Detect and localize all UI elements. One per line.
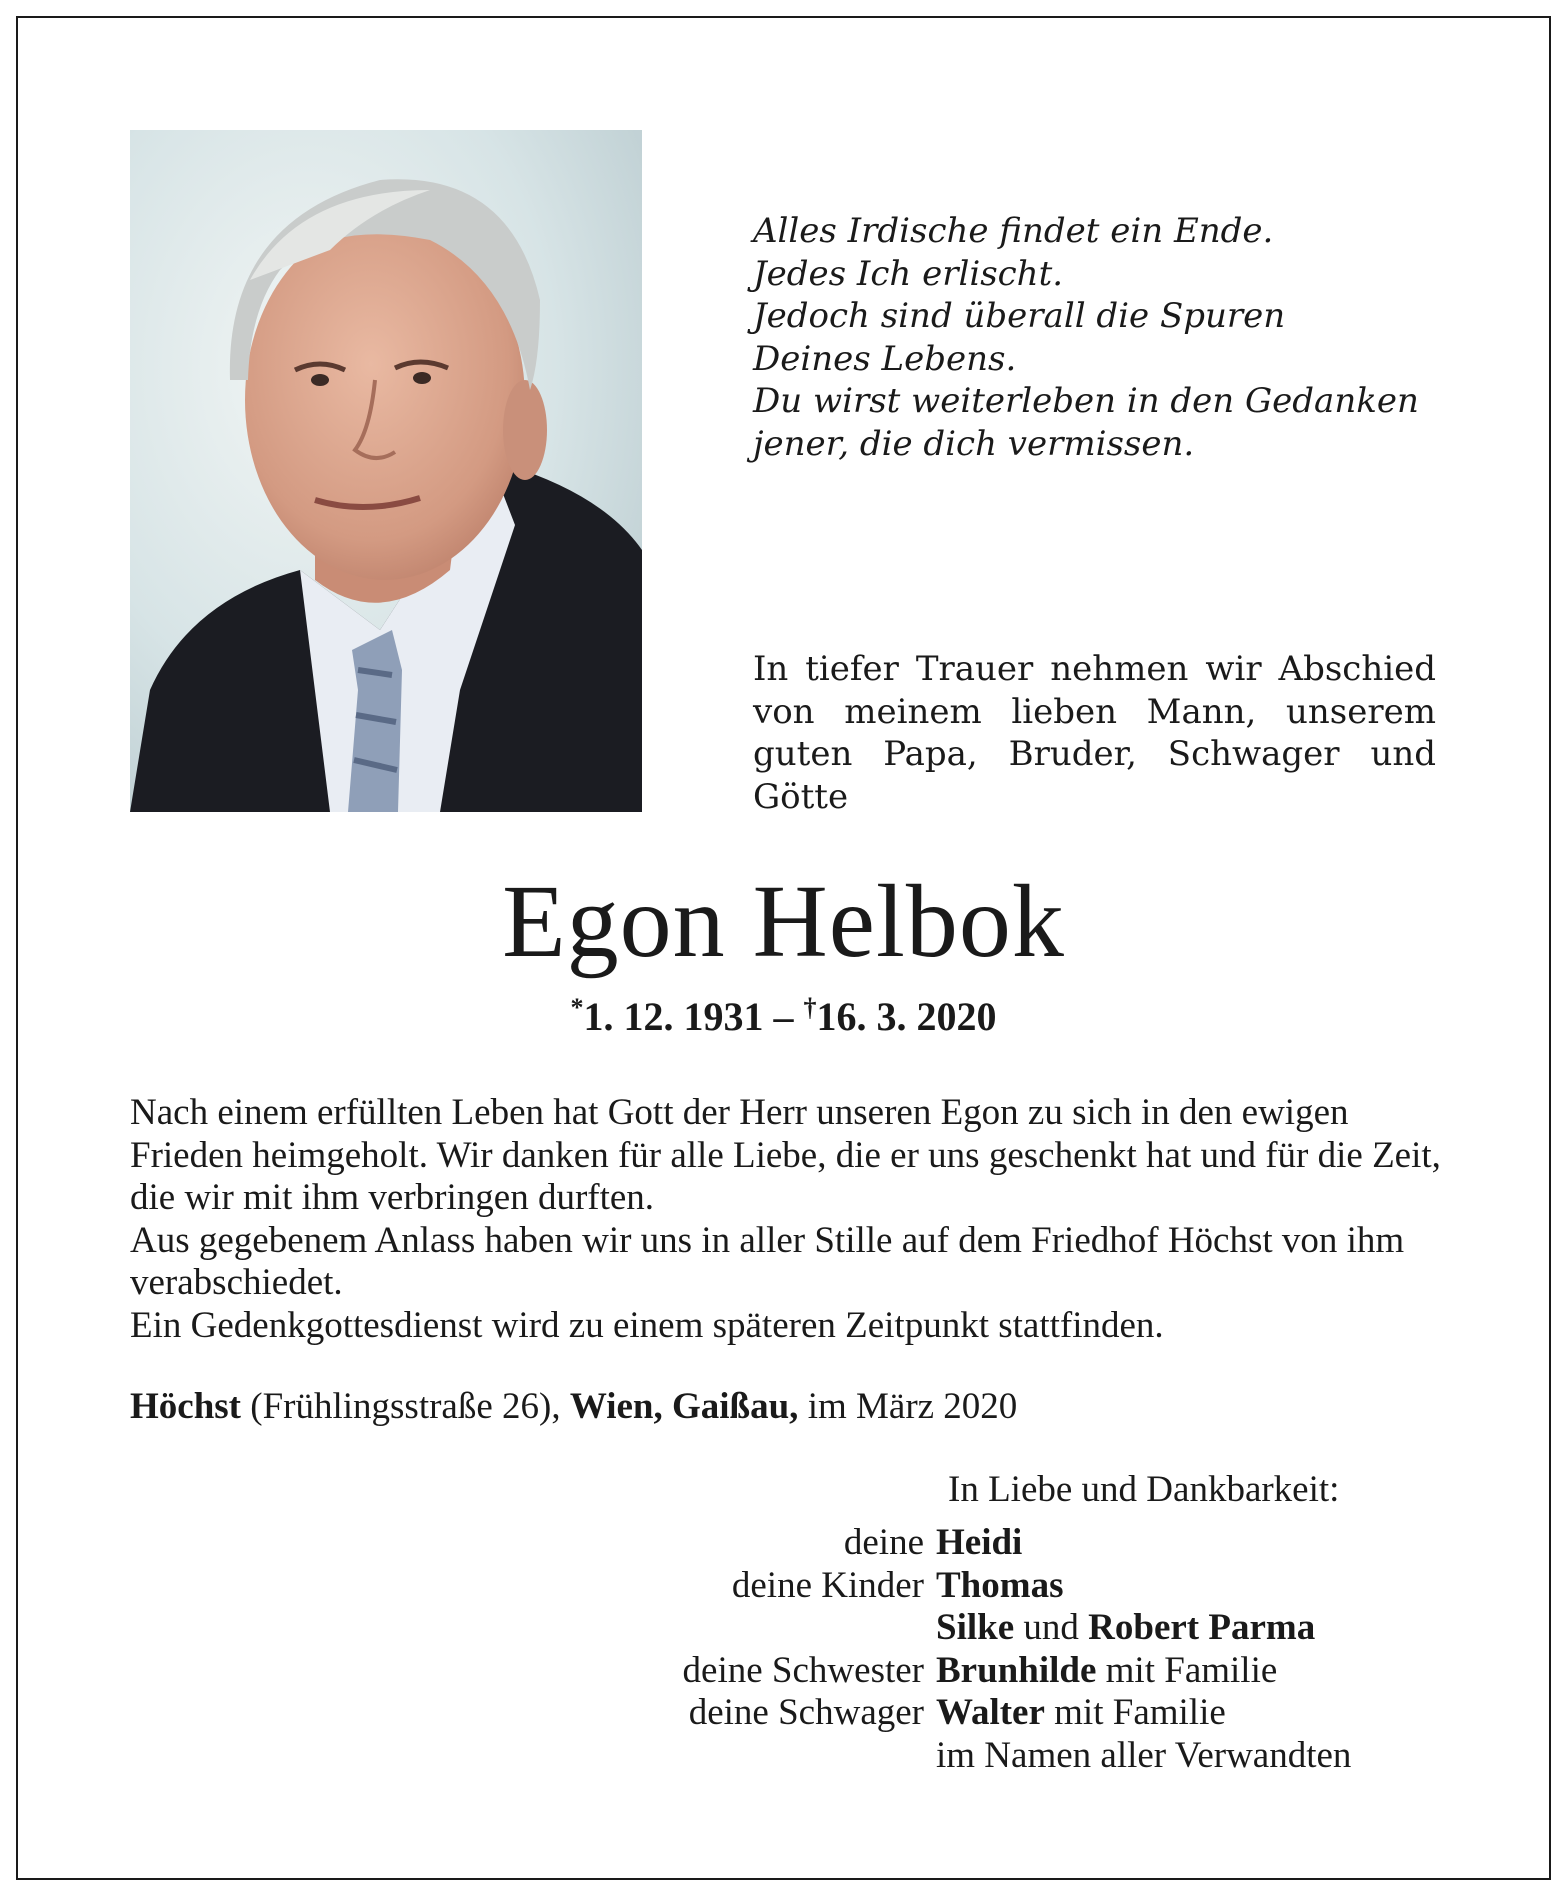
signer-role: deine Kinder [731, 1564, 924, 1606]
deceased-name: Egon Helbok [502, 864, 1065, 979]
signer-name: Brunhilde [936, 1649, 1097, 1691]
signer-name: Silke [936, 1607, 1015, 1648]
birth-date: 1. 12. 1931 [583, 994, 764, 1039]
place-other-towns: Wien, Gaißau, [569, 1386, 799, 1427]
signer-role: deine Schwester [682, 1649, 924, 1691]
signer-row [130, 1565, 1450, 1608]
poem-line: Deines Lebens. [753, 338, 1017, 379]
place-town: Höchst [130, 1386, 241, 1427]
birth-symbol: * [570, 993, 584, 1022]
signer-name: Thomas [936, 1564, 1064, 1606]
signer-row [130, 1735, 1450, 1778]
death-symbol: † [803, 993, 817, 1022]
signer-role [130, 1735, 936, 1778]
death-date: 16. 3. 2020 [816, 994, 997, 1039]
signer-name: Heidi [936, 1522, 1023, 1563]
body-paragraph: Nach einem erfüllten Leben hat Gott der Herr unseren Egon zu sich in den ewigen Frieden heimgeholt. Wir danken für alle Liebe, die er uns geschenkt hat und für die Zeit, die wir mit ihm verbringen durften. [130, 1092, 1441, 1218]
poem [753, 210, 1453, 465]
body-paragraph: Aus gegebenem Anlass haben wir uns in aller Stille auf dem Friedhof Höchst von ihm verabschiedet. [130, 1219, 1405, 1303]
signer-row [130, 1650, 1450, 1693]
signer-role: deine [843, 1522, 924, 1563]
place-address: (Frühlingsstraße 26), [241, 1386, 570, 1427]
poem-line: Du wirst weiterleben in den Gedanken [753, 381, 1419, 421]
mourning-statement: In tiefer Trauer nehmen wir Abschied von meinem lieben Mann, unserem guten Papa, Bruder, Schwager und Götte [753, 649, 1436, 817]
signer-connector: und [1014, 1607, 1089, 1648]
life-dates [0, 992, 1567, 1042]
place-date: im März 2020 [798, 1386, 1018, 1427]
poem-line: Jedes Ich erlischt. [753, 253, 1064, 294]
signer-row [130, 1522, 1450, 1565]
portrait-photo [130, 130, 642, 812]
body-paragraph: Ein Gedenkgottesdienst wird zu einem späteren Zeitpunkt stattfinden. [130, 1304, 1164, 1346]
signer-role [130, 1607, 936, 1650]
signer-role: deine Schwager [688, 1692, 924, 1733]
poem-line: jener, die dich vermissen. [753, 423, 1195, 464]
place-and-date [130, 1385, 1450, 1429]
obituary-body [130, 1092, 1450, 1347]
signers-list [130, 1522, 1450, 1777]
signer-row [130, 1692, 1450, 1735]
signature-intro: In Liebe und Dankbarkeit: [948, 1469, 1340, 1510]
poem-line: Alles Irdische findet ein Ende. [753, 211, 1274, 251]
poem-line: Jedoch sind überall die Spuren [753, 296, 1286, 336]
signer-suffix: mit Familie [1044, 1692, 1226, 1733]
signer-suffix: mit Familie [1096, 1649, 1278, 1691]
signer-name: Walter [936, 1692, 1045, 1733]
signer-row [130, 1607, 1450, 1650]
signer-name: Robert Parma [1088, 1607, 1316, 1648]
date-separator: – [763, 994, 804, 1039]
signer-suffix: im Namen aller Verwandten [936, 1734, 1352, 1776]
